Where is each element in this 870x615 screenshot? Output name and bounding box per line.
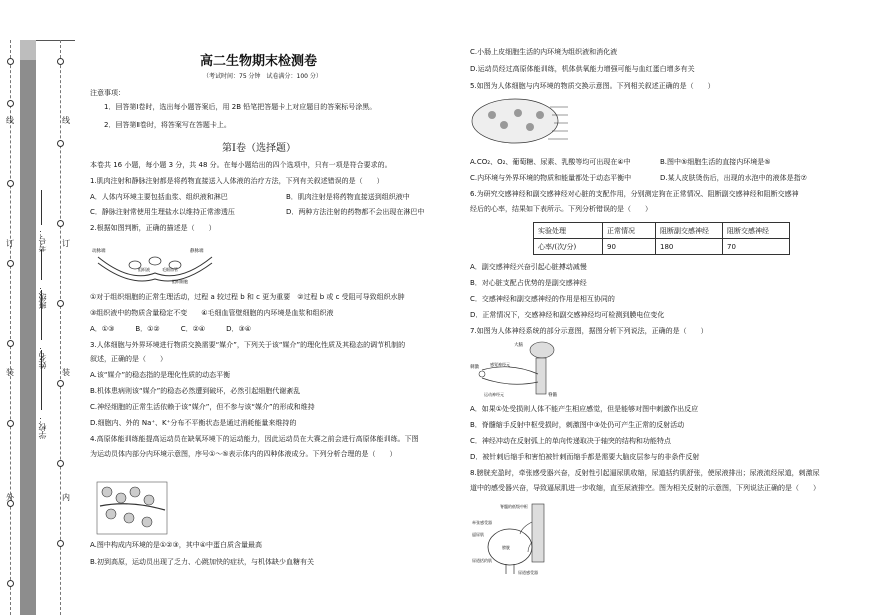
q4-option-a: A.图中构成内环境的是①②③，其中④中蛋白质含量最高: [90, 541, 262, 549]
binding-gray-strip-top: [20, 40, 36, 60]
sensory-nerve: [482, 367, 538, 374]
q8-bladder-figure: [470, 502, 580, 577]
brain-shape: [530, 342, 554, 358]
table-cell: 阻断副交感神经: [656, 223, 723, 239]
q2-capillary-figure: [90, 243, 220, 288]
cell: [149, 257, 161, 265]
q5-options-row1: [470, 157, 850, 167]
motor-nerve: [482, 378, 538, 384]
notice-heading: 注意事项：: [90, 89, 125, 97]
q3-stem-cont: 叙述，正确的是（ ）: [90, 355, 167, 363]
q7-option-a: A．如果①处受损则人体不能产生相应感觉，但是能够对图中刺激作出反应: [470, 405, 699, 413]
cell: [116, 493, 126, 503]
right-questions-2: [470, 262, 850, 336]
q1-option-c: C．静脉注射常使用生理盐水以维持正常渗透压: [90, 208, 235, 216]
q7-label-motor: 运动神经元: [484, 392, 504, 397]
cell: [106, 509, 116, 519]
outer-mark: 外: [6, 493, 14, 502]
school-label: 学校：: [38, 415, 47, 439]
cut-circle: [7, 58, 14, 65]
table-cell: 阻断交感神经: [723, 223, 790, 239]
q5-option-b: B.图中⑤细胞生活的直接内环境是⑤: [660, 158, 771, 166]
exam-number-label: 考号：: [38, 228, 47, 252]
right-questions-3: [470, 404, 850, 493]
q3-option-b: B.机体患病则该“媒介”的稳态必然遭到破坏，必然引起细胞代谢紊乱: [90, 387, 301, 395]
q7-option-c: C．神经冲动在反射弧上的单向传递取决于轴突的结构和功能特点: [470, 437, 671, 445]
right-questions: [470, 157, 850, 214]
q7-label-stimulus: 刺激: [470, 365, 479, 370]
q3-option-a: A.该“媒介”的稳态指的是理化性质的动态平衡: [90, 371, 231, 379]
section-intro: 本卷共 16 小题，每小题 3 分，共 48 分。在每小题给出的四个选项中，只有一项是符合要求的。: [90, 161, 392, 169]
q4-option-b: B.初到高原，运动员出现了乏力、心跳加快的症状，与机体缺少血糖有关: [90, 558, 315, 566]
q4-stem: 4.高原体能训练能提高运动员在缺氧环境下的运动能力，因此运动员在大赛之前会进行高原体能训练。下图: [90, 435, 419, 443]
receptor: [479, 371, 485, 377]
left-questions: [90, 160, 465, 233]
q1-options-row1: [90, 192, 465, 202]
spinal-center-shape: [532, 504, 544, 562]
inner-mark: 内: [62, 493, 70, 502]
q2-options: A．①③ B．①② C．②④ D．③④: [90, 325, 252, 333]
capillary-wall-inner: [98, 263, 212, 281]
notice-1: 1．回答第Ⅰ卷时，选出每小题答案后，用 2B 铅笔把答题卡上对应题目的答案标号涂黑。: [104, 103, 377, 111]
q7-label-brain: 大脑: [514, 343, 523, 348]
q4-tissue-figure: [95, 480, 170, 538]
q6-stem: 6.为研究交感神经和副交感神经对心脏的支配作用，分别测定狗在正常情况、阻断副交感神经和阻断交感神: [470, 190, 799, 198]
q2-statement-1: ①对于组织细胞的正常生理活动，过程 a 较过程 b 和 c 更为重要 ②过程 b 或 c 受阻可导致组织水肿: [90, 293, 405, 301]
table-cell: 心率/(次/分): [534, 239, 603, 255]
outer-mark: 订: [6, 239, 14, 248]
cut-circle: [7, 340, 14, 347]
q2-label-capillary: 毛细血管: [162, 267, 178, 272]
bladder-shape: [488, 529, 532, 565]
q3-option-c: C.神经细胞的正常生活依赖于该“媒介”，但不参与该“媒介”的形成和维持: [90, 403, 315, 411]
q2-statement-2: ③组织液中的物质含量稳定不变 ④毛细血管壁细胞的内环境是血浆和组织液: [90, 309, 334, 317]
cut-circle: [7, 580, 14, 587]
urethra: [506, 564, 514, 574]
cut-circle: [57, 220, 64, 227]
cell: [514, 109, 522, 117]
cell: [526, 123, 534, 131]
q2-label-arterial: 动脉端: [92, 249, 106, 254]
inner-mark: 装: [62, 368, 70, 377]
cut-circle: [7, 260, 14, 267]
q8-stem-cont: 道中的感受器兴奋，导致逼尿肌进一步收缩，直至尿液排空。图为相关反射的示意图，下列说法正确的是（ ）: [470, 484, 820, 492]
q4-stem-cont: 为运动员体内部分内环境示意图，序号①～⑤表示体内的四种体液成分。下列分析合理的是（ ）: [90, 450, 397, 458]
cut-circle: [7, 420, 14, 427]
cut-circle: [57, 380, 64, 387]
section-title: 第Ⅰ卷（选择题）: [222, 143, 296, 154]
q7-label-spine: 脊髓: [548, 393, 557, 398]
q6-option-c: C．交感神经和副交感神经的作用是相互协同的: [470, 295, 615, 303]
cell: [102, 487, 112, 497]
cut-circle: [57, 58, 64, 65]
table-row: [534, 239, 790, 255]
q1-option-d: D．两种方法注射的药物都不会出现在淋巴中: [286, 208, 425, 216]
q8-label-urethra-receptor: 尿道感受器: [518, 570, 538, 575]
exam-title: 高二生物期末检测卷: [200, 54, 318, 69]
table-header-row: [534, 223, 790, 239]
exam-subtitle: （考试时间：75 分钟 试卷满分：100 分）: [203, 73, 322, 80]
q8-label-center: 脊髓的低级中枢: [500, 504, 528, 509]
inner-mark: 线: [62, 116, 70, 125]
q5-stem: 5.如图为人体细胞与内环境的物质交换示意图。下列相关叙述正确的是（ ）: [470, 82, 715, 90]
left-questions-3: [90, 540, 465, 567]
binding-margin: [0, 0, 75, 615]
q3-stem: 3.人体细胞与外界环境进行物质交换需要“媒介”，下列关于该“媒介”的理化性质及其稳态的调节机制的: [90, 341, 406, 349]
cell: [130, 487, 140, 497]
q1-option-a: A．人体内环境主要包括血浆、组织液和淋巴: [90, 193, 228, 201]
q6-heart-rate-table: [533, 222, 790, 255]
q8-label-stretch: 牵张感受器: [472, 520, 492, 525]
cut-circle: [7, 180, 14, 187]
q4-option-d: D.运动员经过高原体能训练，机体供氧能力增强可能与血红蛋白增多有关: [470, 65, 695, 73]
cell: [142, 517, 152, 527]
table-cell: 正常情况: [603, 223, 656, 239]
q8-label-sphincter: 尿道括约肌: [472, 558, 492, 563]
q2-label-tissue-cell: 组织细胞: [172, 279, 188, 284]
outer-mark: 装: [6, 368, 14, 377]
cut-circle: [57, 460, 64, 467]
cell: [488, 111, 496, 119]
left-column: [90, 88, 465, 130]
cut-circle: [57, 540, 64, 547]
inner-mark: 订: [62, 239, 70, 248]
tissue-area: [472, 99, 558, 143]
right-column: [470, 47, 850, 91]
q7-option-b: B．脊髓缩手反射中枢受损时，刺激图中③处仍可产生正常的反射活动: [470, 421, 685, 429]
cell: [500, 121, 508, 129]
q6-stem-cont: 经后的心率，结果如下表所示。下列分析错误的是（ ）: [470, 205, 652, 213]
cut-circle: [7, 100, 14, 107]
q5-option-a: A.CO₂、O₂、葡萄糖、尿素、乳酸等均可出现在④中: [470, 158, 631, 166]
q2-stem: 2.根据如图判断，正确的描述是（ ）: [90, 224, 216, 232]
binding-gray-strip: [20, 40, 36, 615]
q7-stem: 7.如图为人体神经系统的部分示意图，据图分析下列说法，正确的是（ ）: [470, 327, 708, 335]
outer-mark: 线: [6, 116, 14, 125]
q7-label-sensory: 感觉神经元: [490, 362, 510, 367]
capillary-wall: [98, 257, 212, 276]
q1-stem: 1.肌肉注射和静脉注射都是将药物直接送入人体液的治疗方法，下列有关叙述错误的是（ ）: [90, 177, 384, 185]
q8-stem: 8.膀胱充盈时，牵张感受器兴奋，反射性引起逼尿肌收缩，尿道括约肌舒张，使尿液排出；尿液流经尿道，刺激尿: [470, 469, 820, 477]
q4-option-c: C.小肠上皮细胞生活的内环境为组织液和消化液: [470, 48, 618, 56]
q5-option-c: C.内环境与外界环境的物质和能量都处于动态平衡中: [470, 174, 632, 182]
cell: [124, 513, 134, 523]
q6-option-b: B．对心脏支配占优势的是副交感神经: [470, 279, 587, 287]
q7-option-d: D．被针刺后缩手和害怕被针刺而缩手都是需要大脑皮层参与的非条件反射: [470, 453, 700, 461]
q5-options-row2: [470, 173, 850, 183]
cut-circle: [57, 140, 64, 147]
cell: [536, 111, 544, 119]
table-cell: 90: [603, 239, 656, 255]
class-blank[interactable]: [41, 250, 42, 280]
name-label: 姓名：: [38, 345, 47, 369]
q3-option-d: D.细胞内、外的 Na⁺、K⁺分布不平衡状态是通过消耗能量来维持的: [90, 419, 297, 427]
left-questions-2: [90, 292, 465, 459]
q5-option-d: D.某人皮肤烫伤后，出现的水泡中的液体是指⑦: [660, 174, 807, 182]
q5-exchange-figure: [470, 95, 585, 150]
q8-label-bladder: 膀胱: [502, 545, 510, 550]
cut-circle: [57, 300, 64, 307]
q2-label-venous: 静脉端: [190, 249, 204, 254]
inner-cut-line: [60, 40, 61, 615]
outer-cut-line: [10, 40, 11, 615]
cell: [144, 495, 154, 505]
q7-nervous-figure: [470, 340, 570, 400]
q2-label-tissue-fluid: 组织液: [138, 267, 150, 272]
table-cell: 实验处理: [534, 223, 603, 239]
q6-option-a: A．副交感神经兴奋引起心脏搏动减慢: [470, 263, 587, 271]
notice-2: 2．回答第Ⅱ卷时，将答案写在答题卡上。: [104, 121, 231, 129]
q6-option-d: D．正常情况下，交感神经和副交感神经均可检测到膜电位变化: [470, 311, 665, 319]
table-cell: 180: [656, 239, 723, 255]
table-cell: 70: [723, 239, 790, 255]
exam-number-blank[interactable]: [41, 190, 42, 225]
q1-options-row2: [90, 207, 465, 217]
class-label: 班级：: [38, 285, 47, 309]
q8-label-detrusor: 逼尿肌: [472, 532, 484, 537]
spinal-cord-shape: [536, 358, 546, 394]
q1-option-b: B．肌肉注射是将药物直接送到组织液中: [286, 193, 410, 201]
